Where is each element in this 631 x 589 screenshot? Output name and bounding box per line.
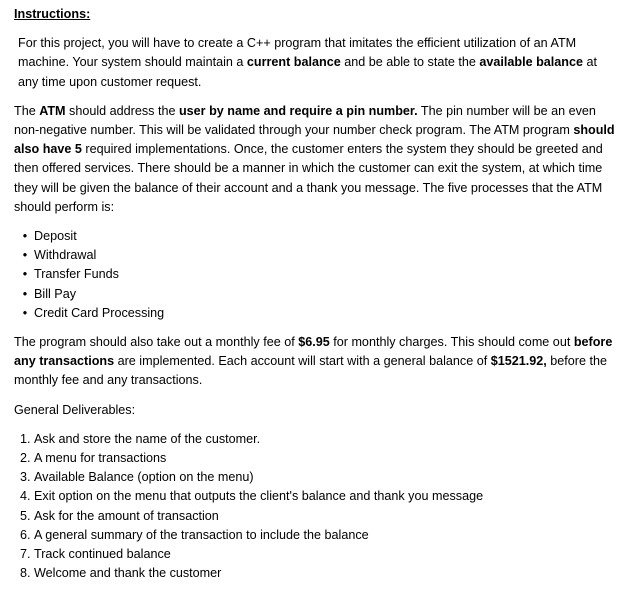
intro-paragraph [14,34,617,92]
list-item [20,449,617,468]
list-item-label: Withdrawal [34,248,97,263]
item-number: 5. [20,508,31,523]
list-item-label: Bill Pay [34,286,76,301]
atm-bold-user-pin: user by name and require a pin number. [178,103,418,118]
list-item-label: Ask and store the name of the customer. [34,431,261,446]
item-number: 1. [20,431,31,446]
list-item-label: Exit option on the menu that outputs the client's balance and thank you message [34,489,484,504]
atm-bold-atm: ATM [39,103,66,118]
fee-paragraph [14,333,617,391]
list-item [20,564,617,583]
bullet-icon: • [22,286,28,301]
deliverables-title: General Deliverables: [14,402,136,417]
intro-bold-available-balance: available balance [479,55,583,70]
list-item-label: A menu for transactions [34,451,167,466]
list-item [20,545,617,564]
list-item [20,246,617,265]
atm-text-1: The [14,103,40,118]
list-item [20,526,617,545]
list-item-label: Ask for the amount of transaction [34,508,219,523]
list-item [20,468,617,487]
list-item [20,227,617,246]
item-number: 7. [20,547,31,562]
bullet-icon: • [22,267,28,282]
list-item-label: Track continued balance [34,547,171,562]
list-item-label: Welcome and thank the customer [34,566,222,581]
item-number: 6. [20,527,31,542]
list-item-label: Credit Card Processing [34,305,165,320]
bullet-icon: • [22,305,28,320]
process-list [14,227,617,323]
list-item [20,285,617,304]
list-item-label: Available Balance (option on the menu) [34,470,254,485]
fee-text-3: are implemented. Each account will start with a general balance of [114,354,491,369]
list-item [20,487,617,506]
fee-bold-start-balance: $1521.92, [490,354,547,369]
atm-text-3: The pin number will be an even non-negative number. This will be validated through your number check program. The ATM program [14,103,596,138]
intro-text-1: For this project, you will have to create a C++ program that imitates the efficient utilization of an ATM machine. Your system should maintain a [18,36,577,70]
atm-text-2: should address the [65,103,179,118]
list-item [20,265,617,284]
atm-requirements-paragraph [14,102,617,217]
bullet-icon: • [22,248,28,263]
item-number: 4. [20,489,31,504]
list-item-label: Transfer Funds [34,267,119,282]
list-item [20,430,617,449]
fee-bold-amount: $6.95 [298,335,330,350]
list-item-label: A general summary of the transaction to include the balance [34,527,369,542]
intro-text-2: and be able to state the [340,55,480,70]
instructions-heading: Instructions: [14,7,91,21]
list-item [20,507,617,526]
fee-bold-before-transactions: before any transactions [14,335,613,369]
intro-text-3: at any time upon customer request. [18,55,597,89]
fee-text-4: before the monthly fee and any transactions. [14,354,607,388]
deliverables-list [14,430,617,584]
fee-text-1: The program should also take out a monthly fee of [14,335,299,350]
list-item [20,304,617,323]
item-number: 8. [20,566,31,581]
fee-text-2: for monthly charges. This should come out [329,335,574,350]
list-item-label: Deposit [34,229,77,244]
bullet-icon: • [22,229,28,244]
intro-bold-current-balance: current balance [246,55,341,70]
atm-bold-five: should also have 5 [14,123,615,157]
atm-text-4: required implementations. Once, the customer enters the system they should be greeted and then offered services. There should be a manner in which the customer can exit the system, at which time they will be given the balance of their account and a thank you message. The five processes that the ATM should perform is: [14,142,603,214]
item-number: 2. [20,451,31,466]
item-number: 3. [20,470,31,485]
